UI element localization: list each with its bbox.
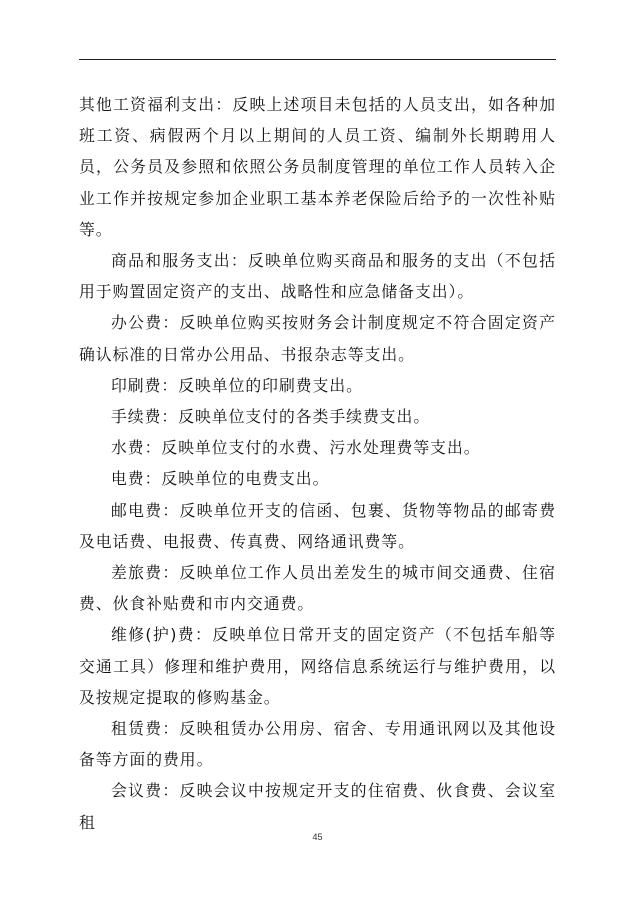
paragraph-rental-expense: 租赁费：反映租赁办公用房、宿舍、专用通讯网以及其他设备等方面的费用。 — [79, 719, 556, 770]
paragraph-office-expense: 办公费：反映单位购买按财务会计制度规定不符合固定资产确认标准的日常办公用品、书报杂志等支出。 — [79, 313, 556, 364]
paragraph-maintenance-expense: 维修(护)费：反映单位日常开支的固定资产（不包括车船等交通工具）修理和维护费用，网络信息系统运行与维护费用，以及按规定提取的修购基金。 — [79, 625, 556, 707]
header-rule — [79, 59, 556, 60]
paragraph-meeting-expense: 会议费：反映会议中按规定开支的住宿费、伙食费、会议室租 — [79, 781, 556, 832]
paragraph-postal-telecom-expense: 邮电费：反映单位开支的信函、包裹、货物等物品的邮寄费及电话费、电报费、传真费、网络通讯费等。 — [79, 500, 556, 551]
paragraph-electricity-expense: 电费：反映单位的电费支出。 — [111, 469, 330, 489]
paragraph-water-expense: 水费：反映单位支付的水费、污水处理费等支出。 — [111, 438, 481, 458]
paragraph-other-wages: 其他工资福利支出：反映上述项目未包括的人员支出，如各种加班工资、病假两个月以上期间的人员工资、编制外长期聘用人员，公务员及参照和依照公务员制度管理的单位工作人员转入企业工作并按规定参加企业职工基本养老保险后给予的一次性补贴等。 — [79, 95, 556, 239]
paragraph-goods-services: 商品和服务支出：反映单位购买商品和服务的支出（不包括用于购置固定资产的支出、战略性和应急储备支出）。 — [79, 251, 556, 302]
page-number: 45 — [312, 832, 323, 842]
paragraph-travel-expense: 差旅费：反映单位工作人员出差发生的城市间交通费、住宿费、伙食补贴费和市内交通费。 — [79, 563, 556, 614]
document-body — [79, 89, 556, 838]
paragraph-service-charge: 手续费：反映单位支付的各类手续费支出。 — [111, 407, 431, 427]
paragraph-printing-expense: 印刷费：反映单位的印刷费支出。 — [111, 375, 363, 395]
